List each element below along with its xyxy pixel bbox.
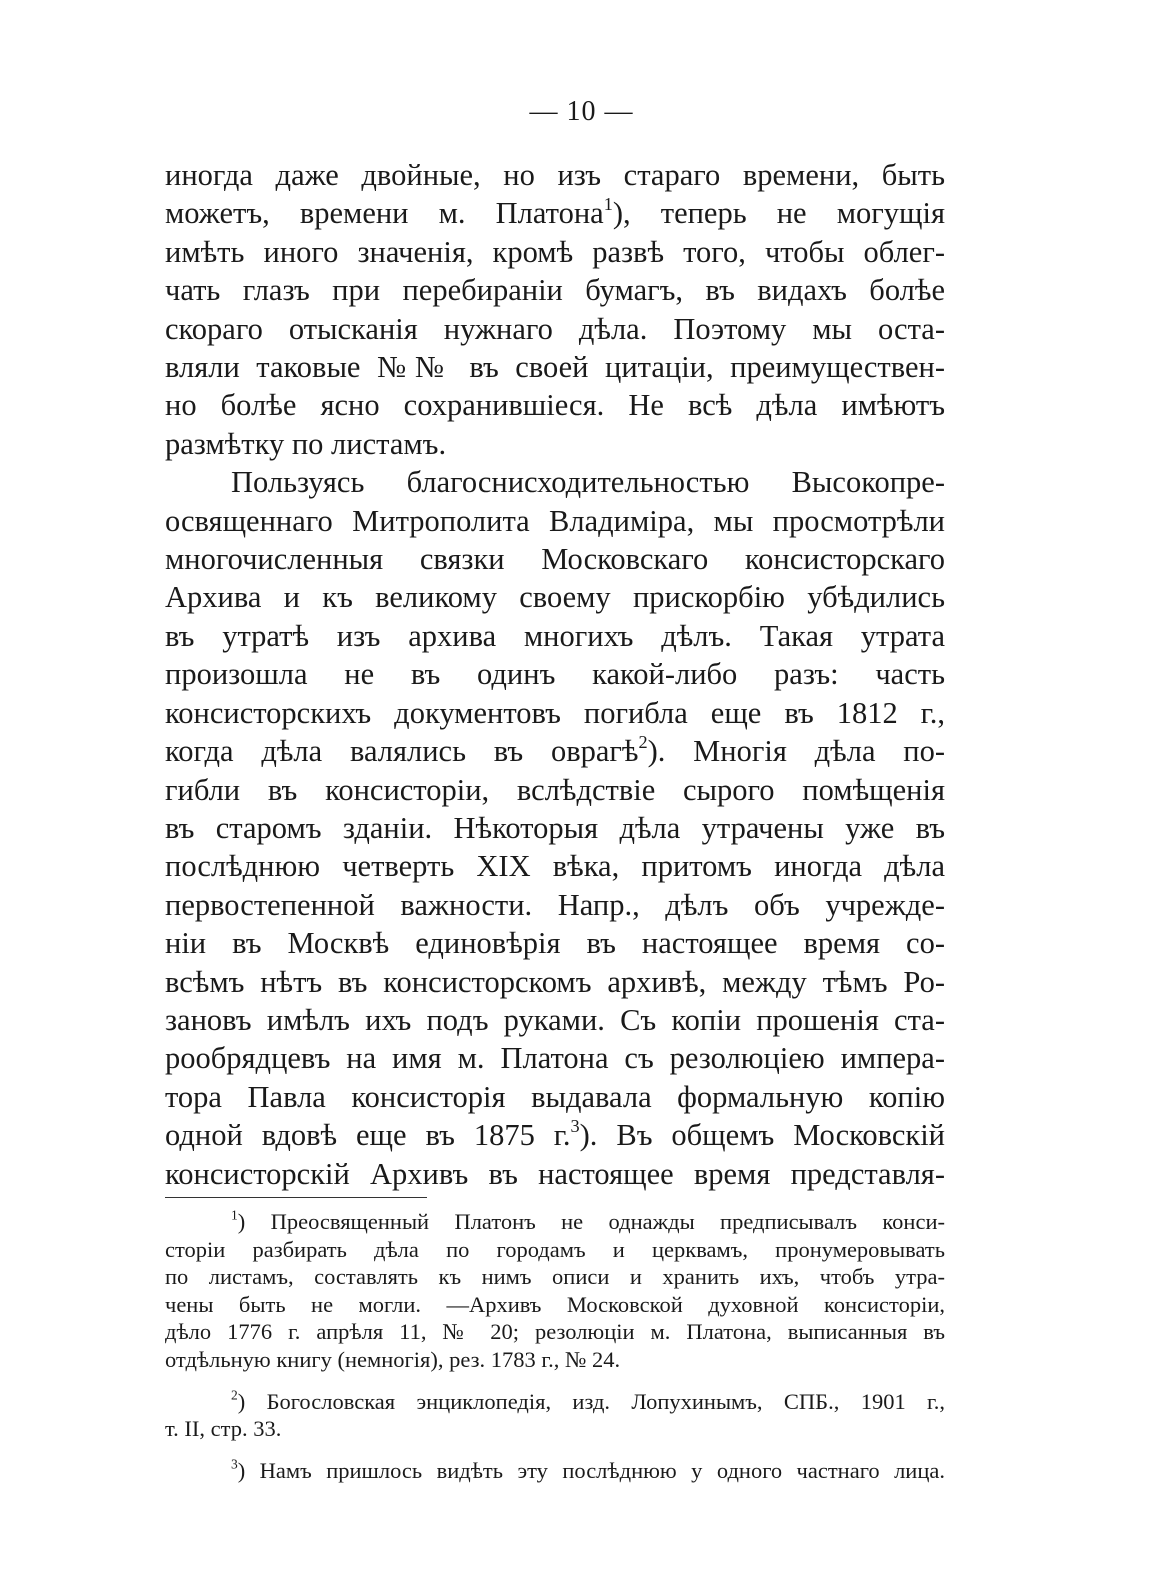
text-line: гибли въ консисторіи, вслѣдствіе сырого помѣщенія <box>165 772 945 807</box>
text-line: въ утратѣ изъ архива многихъ дѣлъ. Такая утрата <box>165 618 945 653</box>
text-line: консисторскій Архивъ въ настоящее время представля- <box>165 1156 945 1191</box>
footnote-2 <box>165 1388 945 1443</box>
text-line: первостепенной важности. Напр., дѣлъ объ учрежде- <box>165 887 945 922</box>
text-line: рообрядцевъ на имя м. Платона съ резолюціею импера- <box>165 1041 945 1076</box>
main-text <box>165 156 945 1193</box>
footnote-line: $^1$) Преосвященный Платонъ не однажды предписывалъ конси- <box>231 1207 945 1234</box>
footnotes <box>165 1208 945 1498</box>
paragraph-1 <box>165 156 945 463</box>
text-line: можетъ, времени м. Платона$^1$), теперь не могущія <box>165 194 946 231</box>
text-line: одной вдовѣ еще въ 1875 г.$^3$). Въ общемъ Московскій <box>165 1116 946 1153</box>
footnote-line: $^3$) Намъ пришлось видѣть эту послѣднюю у одного частнаго лица. <box>231 1456 945 1483</box>
text-line: Пользуясь благоснисходительностью Высокопре- <box>231 465 945 500</box>
text-line: освященнаго Митрополита Владиміра, мы просмотрѣли <box>165 503 945 538</box>
text-line: вляли таковые №№ въ своей цитаціи, преимуществен- <box>165 350 945 385</box>
footnote-marker: 1 <box>231 1207 238 1223</box>
footnote-line: дѣло 1776 г. апрѣля 11, № 20; резолюціи м. Платона, выписанныя въ <box>165 1319 945 1345</box>
footnote-ref-1: 1 <box>603 194 613 215</box>
text-line: многочисленныя связки Московскаго консисторскаго <box>165 542 945 577</box>
footnote-marker: 2 <box>231 1387 238 1403</box>
text-line: тора Павла консисторія выдавала формальную копію <box>165 1079 945 1114</box>
footnote-ref-3: 3 <box>570 1116 580 1137</box>
text-line: консисторскихъ документовъ погибла еще въ 1812 г., <box>165 695 945 730</box>
footnote-line: $^2$) Богословская энциклопедія, изд. Лопухинымъ, СПБ., 1901 г., <box>231 1387 945 1414</box>
text-line: когда дѣла валялись въ оврагѣ$^2$). Многія дѣла по- <box>165 732 945 769</box>
text-line: послѣднюю четверть XIX вѣка, притомъ иногда дѣла <box>165 849 945 884</box>
text-line: произошла не въ одинъ какой-либо разъ: часть <box>165 657 945 692</box>
footnote-marker: 3 <box>231 1456 238 1472</box>
text-line: скораго отысканія нужнаго дѣла. Поэтому мы оста- <box>165 311 945 346</box>
footnote-line: сторіи разбирать дѣла по городамъ и церквамъ, пронумеровывать <box>165 1236 945 1262</box>
footnote-line: отдѣльную книгу (немногія), рез. 1783 г., № 24. <box>165 1346 621 1372</box>
text-line: но болѣе ясно сохранившіеся. Не всѣ дѣла имѣютъ <box>165 388 945 423</box>
text-line: всѣмъ нѣтъ въ консисторскомъ архивѣ, между тѣмъ Ро- <box>165 964 945 999</box>
text-line: зановъ имѣлъ ихъ подъ руками. Съ копіи прошенія ста- <box>165 1002 945 1037</box>
text-line: имѣть иного значенія, кромѣ развѣ того, чтобы облег- <box>165 234 945 269</box>
text-line: Архива и къ великому своему прискорбію убѣдились <box>165 580 945 615</box>
footnote-line: т. II, стр. 33. <box>165 1416 282 1442</box>
footnote-separator <box>165 1197 427 1198</box>
footnote-1 <box>165 1208 945 1374</box>
footnote-ref-2: 2 <box>638 732 648 753</box>
footnote-3 <box>165 1457 945 1485</box>
text-line: въ старомъ зданіи. Нѣкоторыя дѣла утрачены уже въ <box>165 810 945 845</box>
footnote-line: по листамъ, составлять къ нимъ описи и хранить ихъ, чтобъ утра- <box>165 1264 945 1290</box>
text-line: размѣтку по листамъ. <box>165 426 447 461</box>
footnote-line: чены быть не могли. —Архивъ Московской духовной консисторіи, <box>165 1291 945 1317</box>
text-line: ніи въ Москвѣ единовѣрія въ настоящее время со- <box>165 926 945 961</box>
page-number: — 10 — <box>529 96 634 127</box>
text-line: иногда даже двойные, но изъ стараго времени, быть <box>165 158 945 192</box>
paragraph-2 <box>165 463 945 1193</box>
text-line: чать глазъ при перебираніи бумагъ, въ видахъ болѣе <box>165 273 945 308</box>
